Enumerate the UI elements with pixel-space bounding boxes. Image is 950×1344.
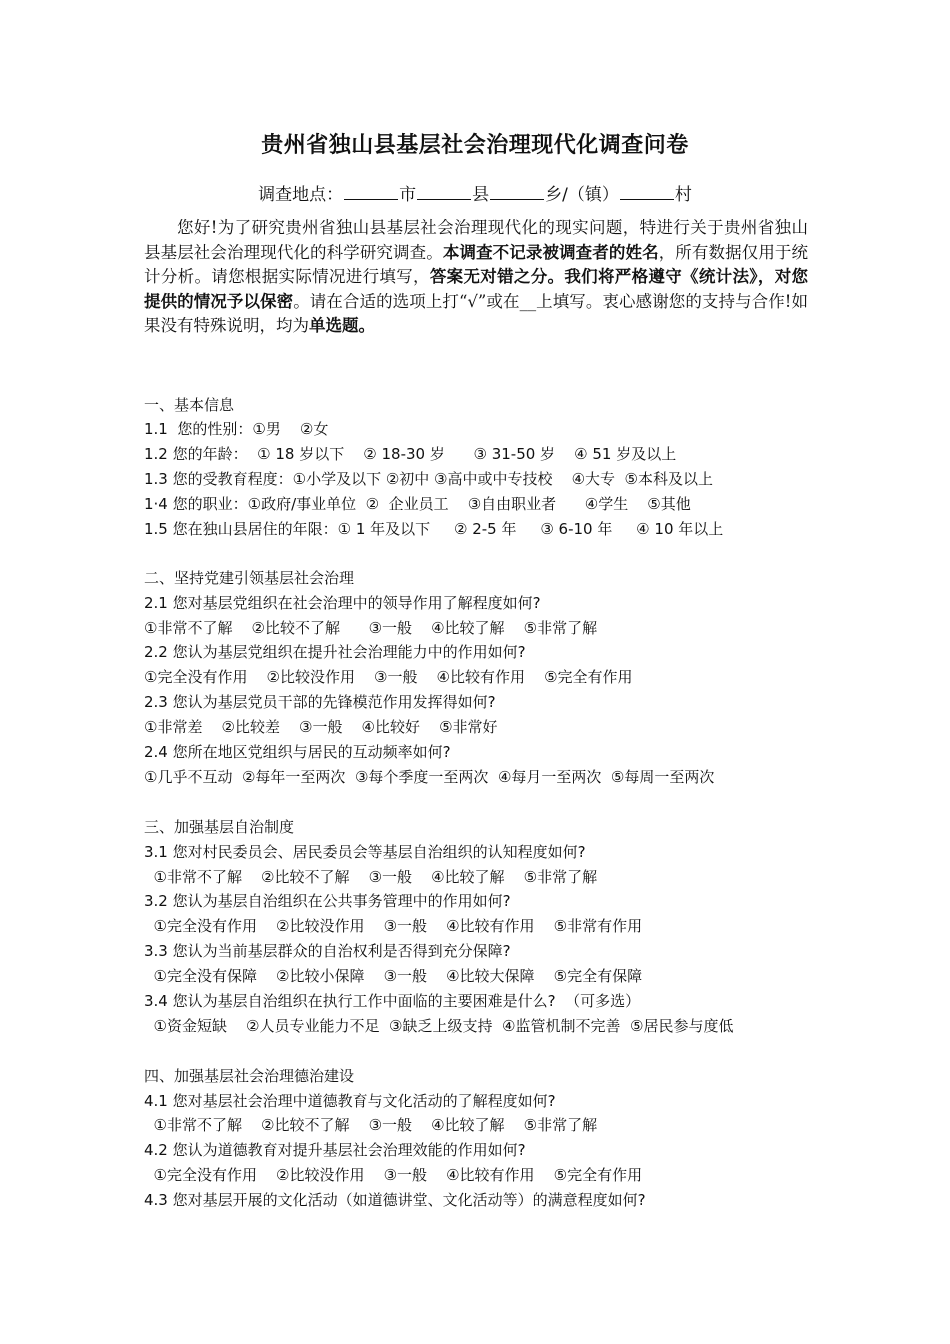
answer-options: ①完全没有保障 ②比较小保障 ③一般 ④比较大保障 ⑤完全有保障 [144,967,643,985]
question-line: 3.1 您对村民委员会、居民委员会等基层自治组织的认知程度如何? [144,843,586,861]
answer-options: ①非常不了解 ②比较不了解 ③一般 ④比较了解 ⑤非常了解 [144,868,598,886]
section-heading: 四、加强基层社会治理德治建设 [144,1067,355,1085]
answer-options: ①非常不了解 ②比较不了解 ③一般 ④比较了解 ⑤非常了解 [144,1116,598,1134]
survey-location [0,180,950,205]
question-line: 2.4 您所在地区党组织与居民的互动频率如何? [144,743,451,761]
city-blank[interactable] [344,185,398,200]
section-heading: 二、坚持党建引领基层社会治理 [144,569,355,587]
intro-bold-1: 本调查不记录被调查者的姓名 [442,242,659,262]
township-label: 乡/（镇） [545,185,619,205]
answer-options: ①非常不了解 ②比较不了解 ③一般 ④比较了解 ⑤非常了解 [144,619,598,637]
question-line: 1·4 您的职业：①政府/事业单位 ② 企业员工 ③自由职业者 ④学生 ⑤其他 [144,495,691,513]
township-blank[interactable] [490,185,544,200]
village-label: 村 [674,185,692,205]
answer-options: ①几乎不互动 ②每年一至两次 ③每个季度一至两次 ④每月一至两次 ⑤每周一至两次 [144,768,715,786]
question-line: 2.3 您认为基层党员干部的先锋模范作用发挥得如何? [144,693,496,711]
location-label: 调查地点： [258,185,344,205]
intro-text-3: 。请在合适的选项上打“√”或在__上填写。衷心感谢您的支持与合作!如果没有特殊说明，均为 [144,291,809,336]
county-label: 县 [472,185,490,205]
question-line: 1.1 您的性别：①男 ②女 [144,420,329,438]
question-line: 3.4 您认为基层自治组织在执行工作中面临的主要困难是什么? （可多选） [144,992,641,1010]
question-line: 1.2 您的年龄： ① 18 岁以下 ② 18-30 岁 ③ 31-50 岁 ④ 51 岁及以上 [144,445,677,463]
question-line: 4.1 您对基层社会治理中道德教育与文化活动的了解程度如何? [144,1092,556,1110]
intro-bold-3: 单选题。 [309,316,375,336]
question-line: 4.2 您认为道德教育对提升基层社会治理效能的作用如何? [144,1141,526,1159]
question-line: 2.2 您认为基层党组织在提升社会治理能力中的作用如何? [144,643,526,661]
answer-options: ①资金短缺 ②人员专业能力不足 ③缺乏上级支持 ④监管机制不完善 ⑤居民参与度低 [144,1017,734,1035]
county-blank[interactable] [417,185,471,200]
question-line: 3.3 您认为当前基层群众的自治权利是否得到充分保障? [144,942,511,960]
page-title: 贵州省独山县基层社会治理现代化调查问卷 [261,133,689,158]
intro-paragraph [144,216,808,339]
intro-text-2: ，所有数据仅用于统计分析。请您根据实际情况进行填写， [144,242,809,287]
answer-options: ①完全没有作用 ②比较没作用 ③一般 ④比较有作用 ⑤完全有作用 [144,668,633,686]
intro-bold-2: 答案无对错之分。我们将严格遵守《统计法》，对您提供的情况予以保密 [144,267,809,311]
question-line: 1.3 您的受教育程度：①小学及以下 ②初中 ③高中或中专技校 ④大专 ⑤本科及以上 [144,470,714,488]
answer-options: ①完全没有作用 ②比较没作用 ③一般 ④比较有作用 ⑤完全有作用 [144,1166,643,1184]
question-line: 4.3 您对基层开展的文化活动（如道德讲堂、文化活动等）的满意程度如何? [144,1191,646,1209]
village-blank[interactable] [620,185,674,200]
intro-text-1: 您好!为了研究贵州省独山县基层社会治理现代化的现实问题，特进行关于贵州省独山县基层社会治理现代化的科学研究调查。 [144,218,808,262]
answer-options: ①完全没有作用 ②比较没作用 ③一般 ④比较有作用 ⑤非常有作用 [144,917,643,935]
question-line: 1.5 您在独山县居住的年限：① 1 年及以下 ② 2-5 年 ③ 6-10 年 ④ 10 年以上 [144,520,724,538]
section-heading: 一、基本信息 [144,396,235,414]
section-heading: 三、加强基层自治制度 [144,818,295,836]
city-label: 市 [399,185,417,205]
question-line: 2.1 您对基层党组织在社会治理中的领导作用了解程度如何? [144,594,541,612]
answer-options: ①非常差 ②比较差 ③一般 ④比较好 ⑤非常好 [144,718,498,736]
question-line: 3.2 您认为基层自治组织在公共事务管理中的作用如何? [144,892,511,910]
